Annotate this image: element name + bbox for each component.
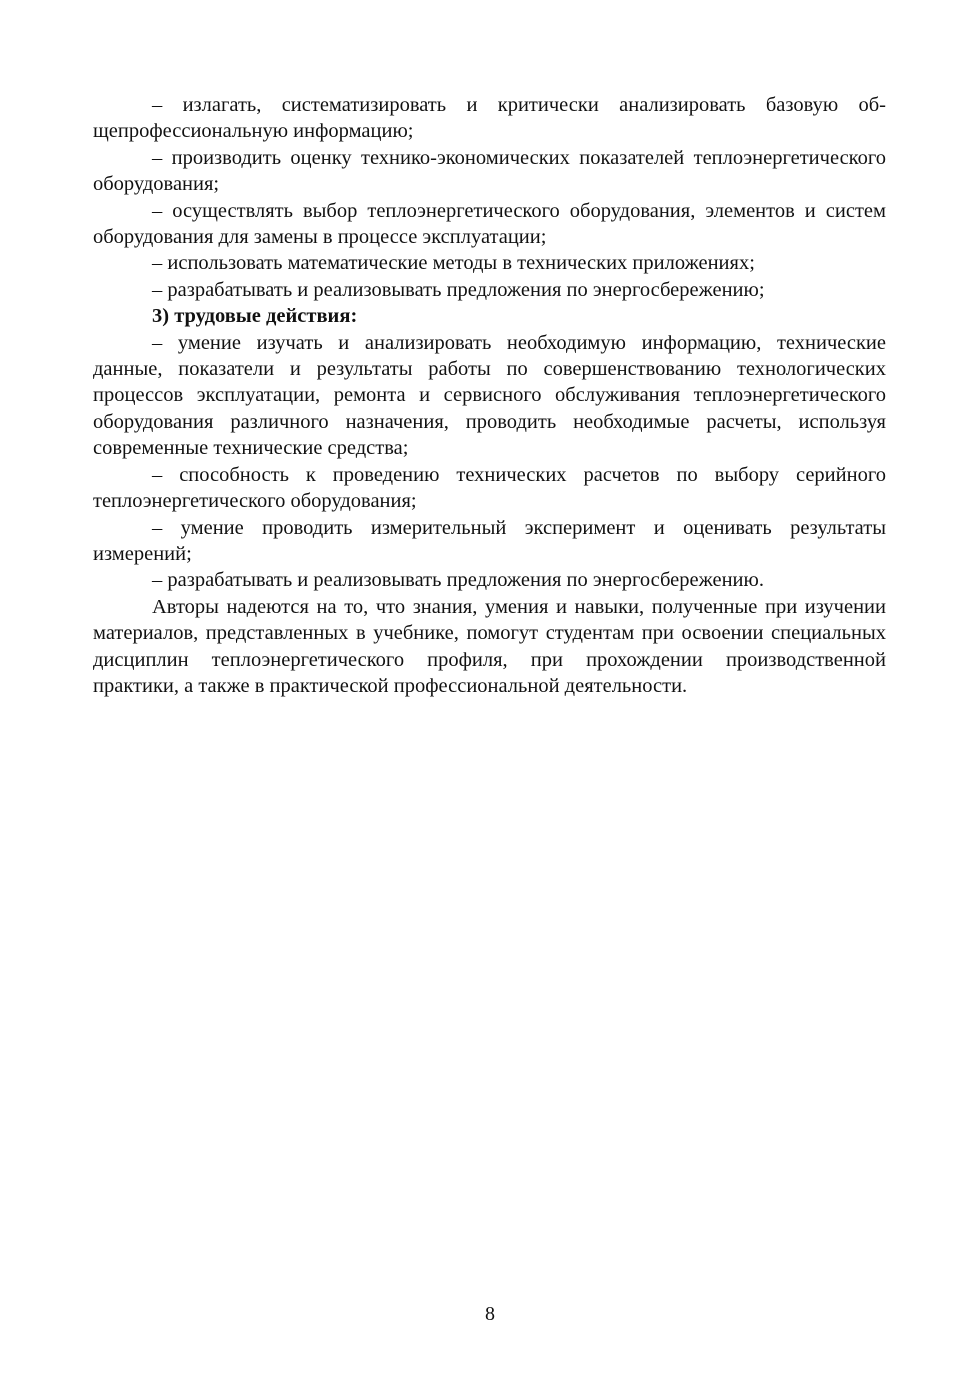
page-body xyxy=(93,92,886,699)
action-item: – способность к проведению технических расчетов по выбору серийного теплоэнергетического оборудования; xyxy=(93,463,886,513)
section-heading: 3) трудовые действия: xyxy=(152,305,358,328)
skill-item: – разрабатывать и реализовывать предложения по энергосбережению; xyxy=(152,278,765,301)
page-number: 8 xyxy=(485,1303,495,1325)
skill-item: – производить оценку технико-экономических показателей теплоэнергетического оборудования; xyxy=(93,146,886,196)
action-item: – разрабатывать и реализовывать предложения по энергосбережению. xyxy=(152,569,764,592)
skill-item: – использовать математические методы в технических приложениях; xyxy=(152,252,755,275)
skill-item: – осуществлять выбор теплоэнергетического оборудования, элементов и систем оборудования для замены в процессе эксплуатации; xyxy=(93,199,886,249)
action-item: – умение проводить измерительный эксперимент и оценивать результаты измерений; xyxy=(93,516,886,565)
skill-item: – излагать, систематизировать и критически анализировать базовую общепрофессиональную информацию; xyxy=(93,94,886,143)
action-item: – умение изучать и анализировать необходимую информацию, технические данные, показатели и результаты работы по совершенствованию технологических процессов эксплуатации, ремонта и сервисного обслуживания теплоэнергетического оборудования различного назначения, проводить необходимые расчеты, используя современные технические средства; xyxy=(93,331,886,460)
closing-paragraph: Авторы надеются на то, что знания, умения и навыки, полученные при изучении материалов, представленных в учебнике, помогут студентам при освоении специальных дисциплин теплоэнергетического профиля, при прохождении производственной практики, а также в практической профессиональной деятельности. xyxy=(93,595,886,697)
